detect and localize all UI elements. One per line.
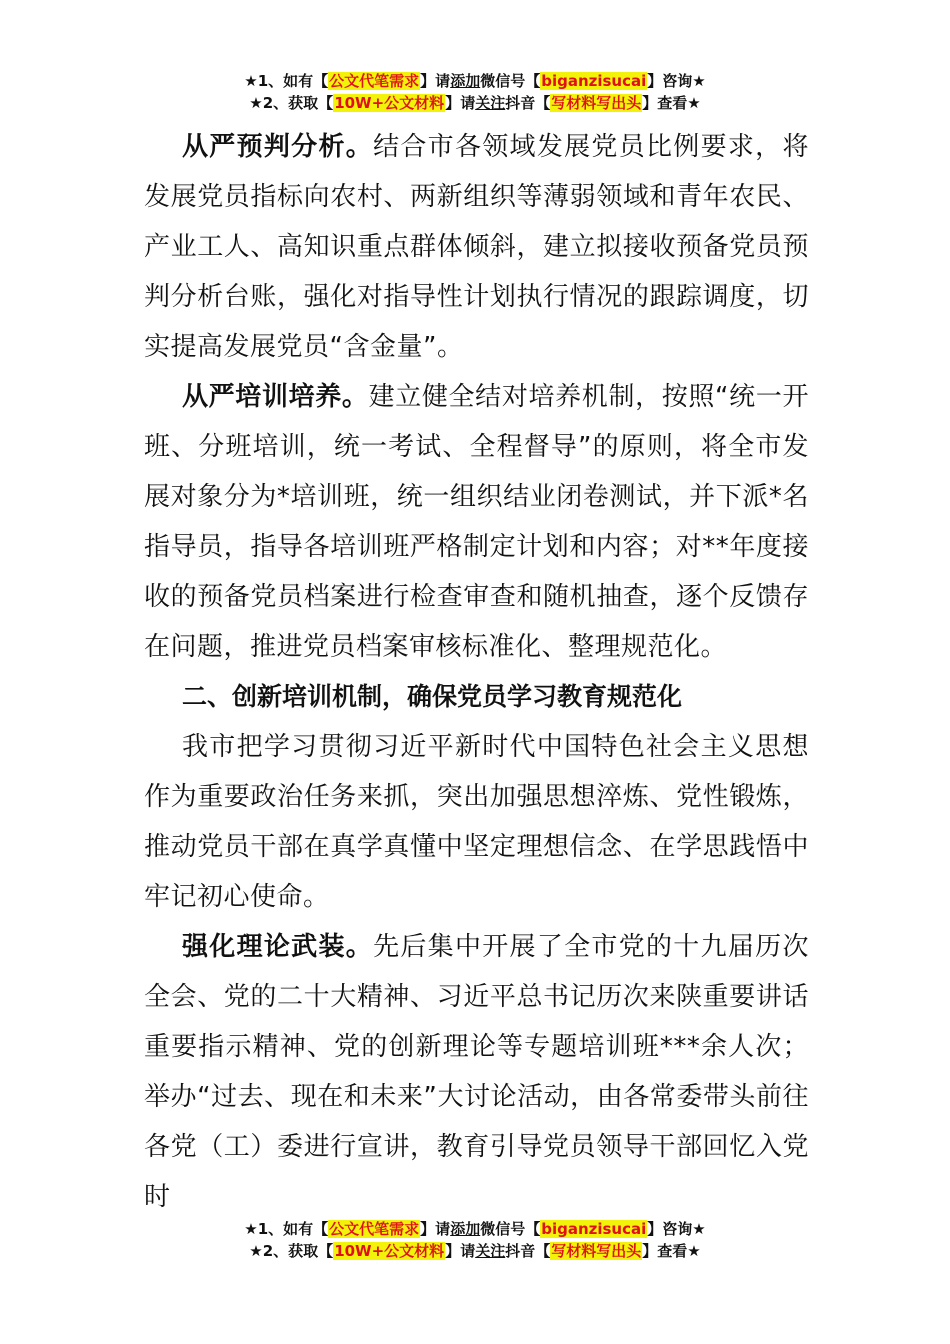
banner-line2-suffix: 】查看★ [642, 1242, 701, 1260]
banner-line1-mid2: 微信号【 [480, 72, 541, 90]
document-body [144, 122, 809, 1222]
banner-line2-prefix: ★2、获取【 [249, 94, 334, 112]
paragraph-lead: 强化理论武装。 [182, 932, 374, 962]
banner-tag-materials: 10W+公文材料 [334, 94, 445, 112]
paragraph-intro [144, 722, 809, 922]
paragraph-text: 结合市各领域发展党员比例要求，将发展党员指标向农村、两新组织等薄弱领域和青年农民、产业工人、高知识重点群体倾斜，建立拟接收预备党员预判分析台账，强化对指导性计划执行情况的跟踪调度，切实提高发展党员“含金量”。 [144, 132, 809, 362]
banner-tag-douyin: 写材料写出头 [551, 94, 642, 112]
banner-line1-mid1: 】请 [420, 1220, 451, 1238]
banner-line1-suffix: 】咨询★ [647, 1220, 706, 1238]
banner-line-2 [0, 92, 950, 114]
banner-tag-wechat-id: biganzisucai [541, 72, 647, 90]
paragraph-lead: 从严预判分析。 [182, 132, 374, 162]
banner-tag-wechat-id: biganzisucai [541, 1220, 647, 1238]
paragraph-theory-arming [144, 922, 809, 1222]
banner-line1-prefix: ★1、如有【 [244, 1220, 329, 1238]
banner-line2-emph: 关注 [475, 94, 506, 112]
banner-tag-writing-service: 公文代笔需求 [329, 1220, 420, 1238]
banner-line-1 [0, 70, 950, 92]
banner-line2-suffix: 】查看★ [642, 94, 701, 112]
paragraph-text: 我市把学习贯彻习近平新时代中国特色社会主义思想作为重要政治任务来抓，突出加强思想淬炼、党性锻炼，推动党员干部在真学真懂中坚定理想信念、在学思践悟中牢记初心使命。 [144, 732, 809, 912]
banner-line1-suffix: 】咨询★ [647, 72, 706, 90]
paragraph-training-cultivation [144, 372, 809, 672]
banner-line1-emph: 添加 [450, 72, 481, 90]
banner-line1-prefix: ★1、如有【 [244, 72, 329, 90]
banner-line1-emph: 添加 [450, 1220, 481, 1238]
paragraph-text: 先后集中开展了全市党的十九届历次全会、党的二十大精神、习近平总书记历次来陕重要讲话重要指示精神、党的创新理论等专题培训班***余人次；举办“过去、现在和未来”大讨论活动，由各常委带头前往各党（工）委进行宣讲，教育引导党员领导干部回忆入党时 [144, 932, 809, 1212]
footer-banner [0, 1218, 950, 1262]
banner-line2-mid1: 】请 [445, 1242, 476, 1260]
banner-line-1 [0, 1218, 950, 1240]
banner-line2-prefix: ★2、获取【 [249, 1242, 334, 1260]
banner-line2-emph: 关注 [475, 1242, 506, 1260]
banner-tag-writing-service: 公文代笔需求 [329, 72, 420, 90]
banner-line2-mid2: 抖音【 [505, 94, 551, 112]
section-heading: 二、创新培训机制，确保党员学习教育规范化 [182, 682, 683, 711]
paragraph-lead: 从严培训培养。 [182, 382, 369, 412]
banner-tag-douyin: 写材料写出头 [551, 1242, 642, 1260]
banner-line2-mid2: 抖音【 [505, 1242, 551, 1260]
paragraph-text: 建立健全结对培养机制，按照“统一开班、分班培训，统一考试、全程督导”的原则，将全市发展对象分为*培训班，统一组织结业闭卷测试，并下派*名指导员，指导各培训班严格制定计划和内容；对**年度接收的预备党员档案进行检查审查和随机抽查，逐个反馈存在问题，推进党员档案审核标准化、整理规范化。 [144, 382, 809, 662]
banner-line-2 [0, 1240, 950, 1262]
banner-line2-mid1: 】请 [445, 94, 476, 112]
paragraph-prejudge-analysis [144, 122, 809, 372]
banner-line1-mid2: 微信号【 [480, 1220, 541, 1238]
banner-line1-mid1: 】请 [420, 72, 451, 90]
banner-tag-materials: 10W+公文材料 [334, 1242, 445, 1260]
header-banner [0, 70, 950, 114]
